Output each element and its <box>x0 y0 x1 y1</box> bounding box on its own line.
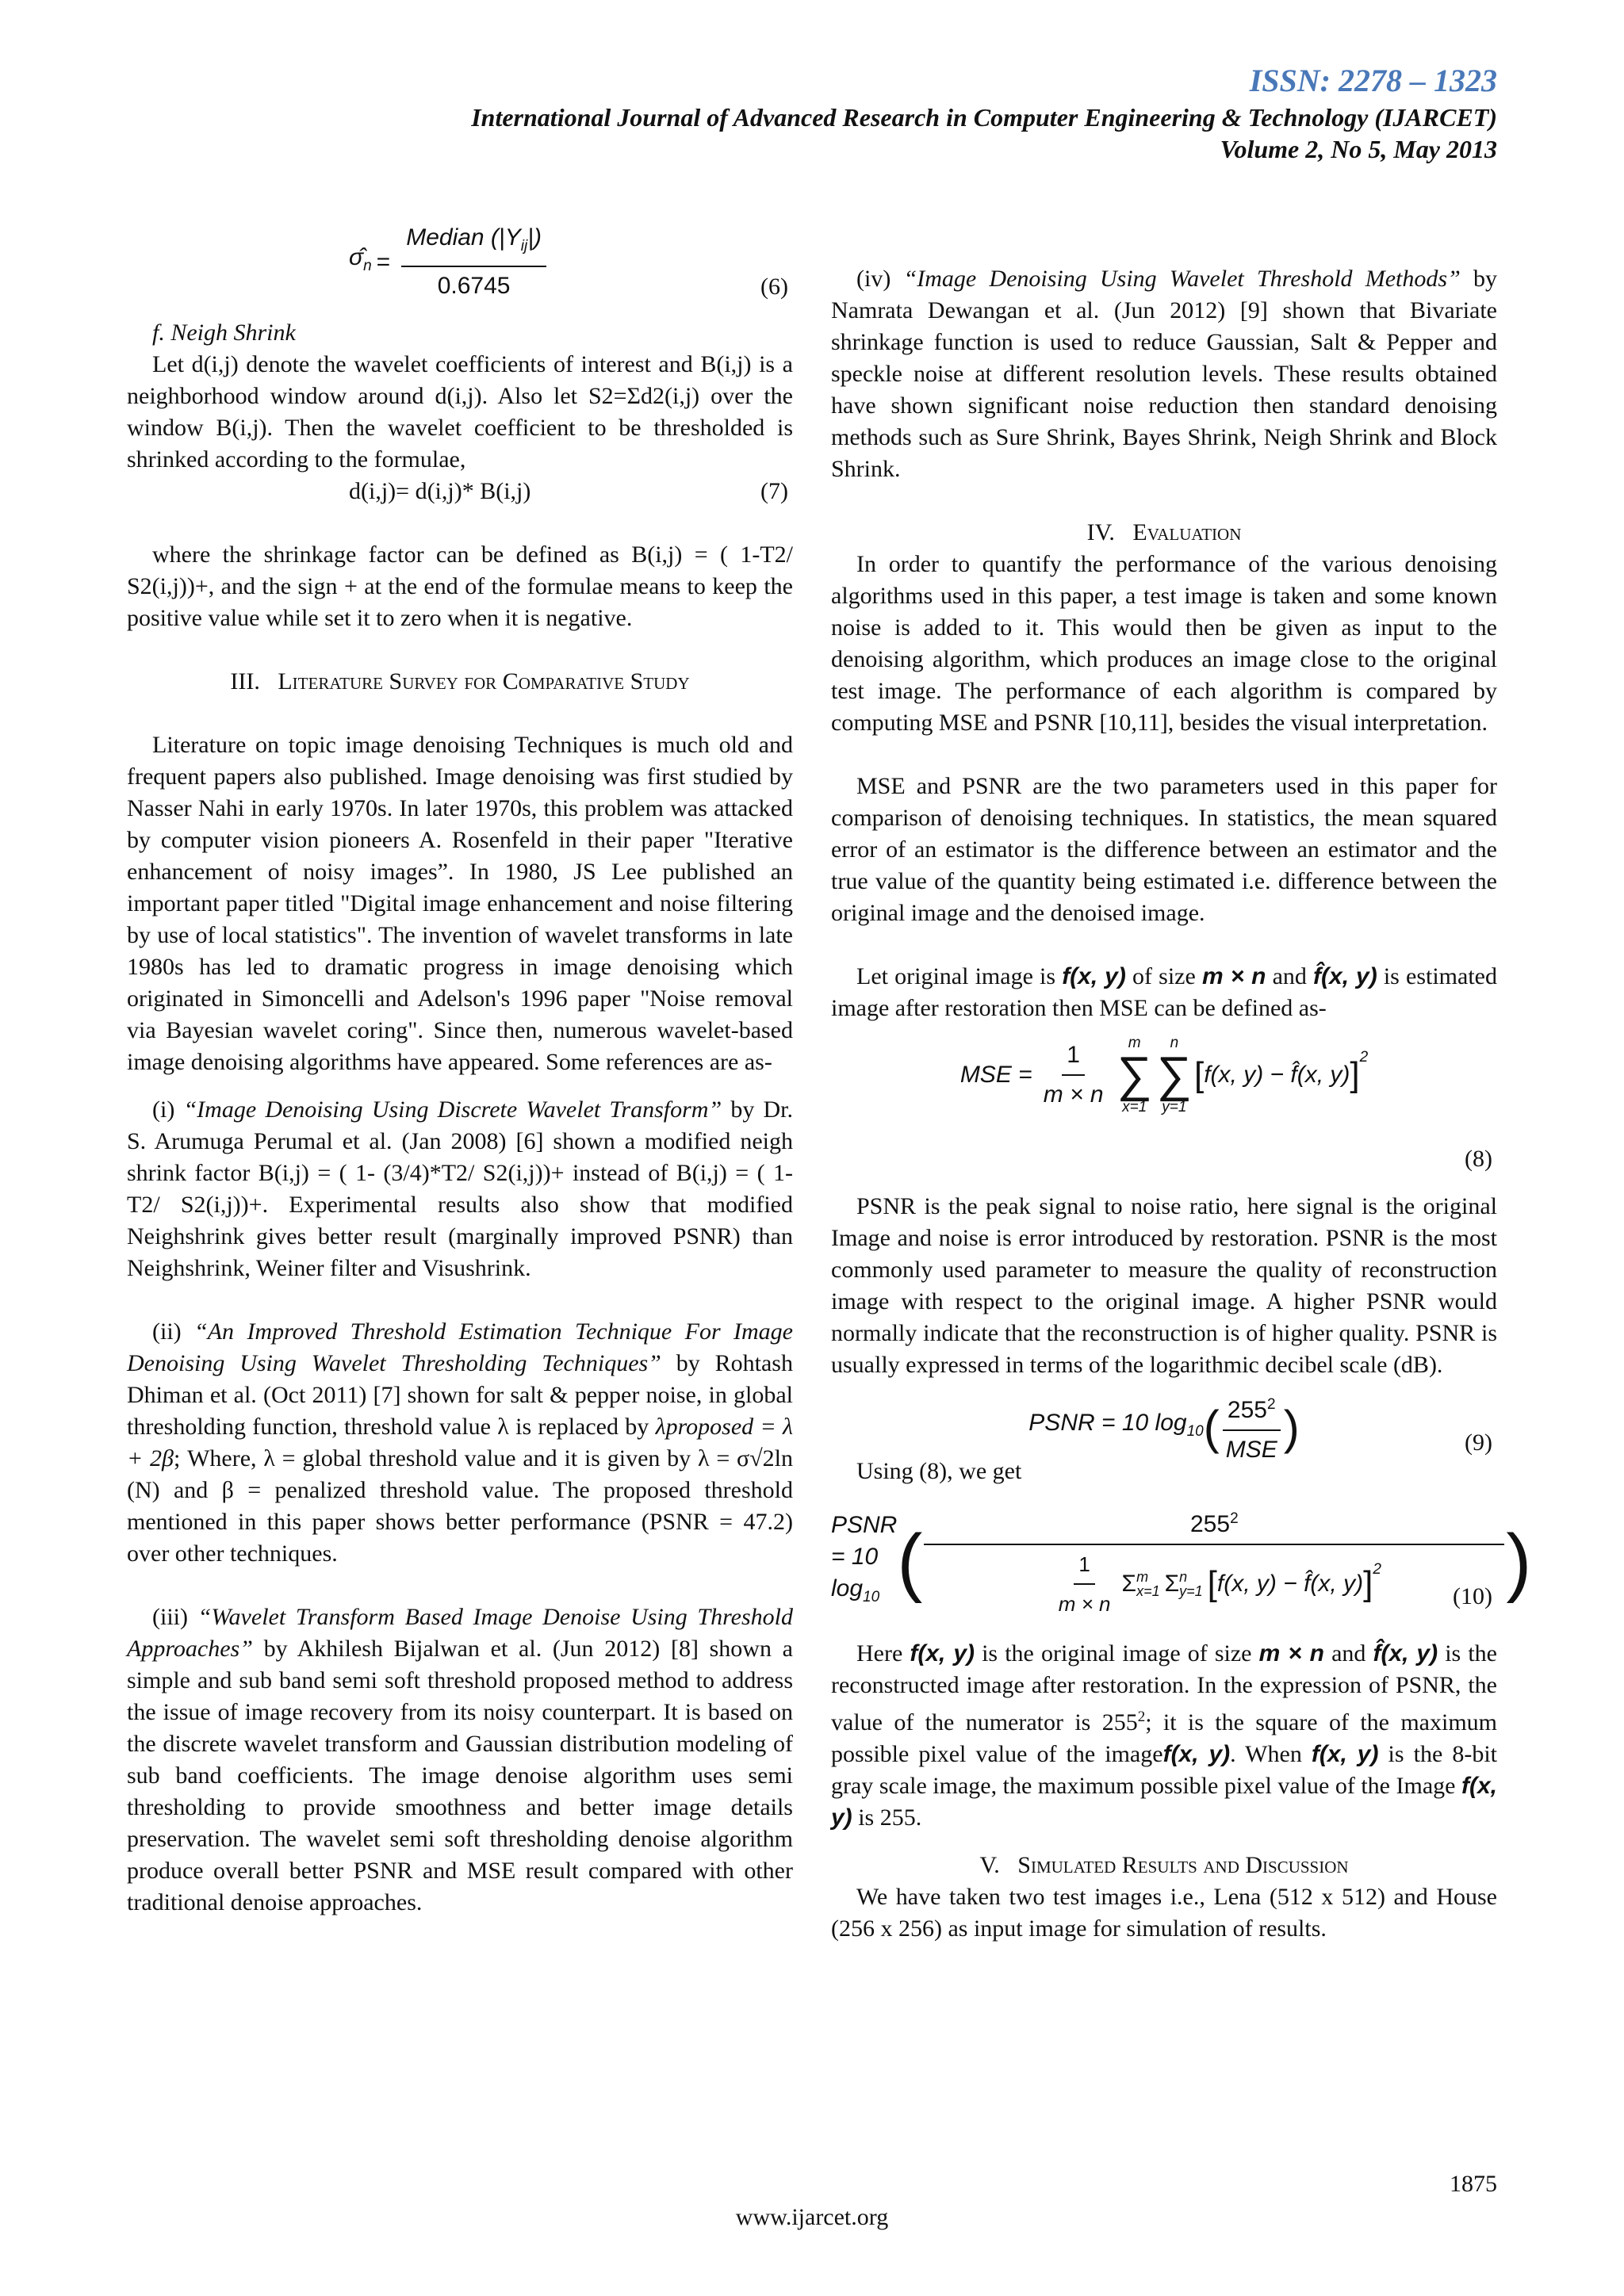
volume-info: Volume 2, No 5, May 2013 <box>1220 135 1497 163</box>
reference-item: (i) “Image Denoising Using Discrete Wavelet Transform” by Dr. S. Arumuga Perumal et al. (Jan 2008) [6] shown a modified neigh shrink factor B(i,j) = ( 1- (3/4)*T2/ S2(i,j))+ instead of B(i,j) = ( 1-T2/ S2(i,j))+. Experimental results also show that modified Neighshrink gives better result (marginally improved PSNR) than Neighshrink, Weiner filter and Visushrink. <box>127 1096 794 1281</box>
paragraph: where the shrinkage factor can be defined as B(i,j) = ( 1-T2/ S2(i,j))+, and the sign + at the end of the formulae means to keep the positive value while set it to zero when it is negative. <box>127 541 793 631</box>
equation-10: PSNR = 10 $\log_{10}$ ( $255^2$ $\frac{1}{m \times n}$ Σ m x=1 Σ n y=1 [ f(x, y) − f̂(x, y) ] $^2$ ) (10) <box>831 1487 1497 1622</box>
paragraph: In order to quantify the performance of the various denoising algorithms used in this paper, a test image is taken and some known noise is added to it. This would then be given as input to the denoising algorithm, which produces an image close to the original test image. The performance of each algorithm is compared by computing MSE and PSNR [10,11], besides the visual interpretation. <box>831 551 1497 736</box>
equation-number: (7) <box>760 478 788 504</box>
right-column <box>831 263 1532 1945</box>
paragraph: Literature on topic image denoising Techniques is much old and frequent papers also published. Image denoising was first studied by Nasser Nahi in early 1970s. In later 1970s, this problem was attacked by computer vision pioneers A. Rosenfeld in their paper "Iterative enhancement of noisy images”. In 1980, JS Lee published an important paper titled "Digital image enhancement and noise filtering by use of local statistics". The invention of wavelet transforms in late 1980s has led to dramatic progress in image denoising which originated in Simoncelli and Adelson's 1996 paper "Noise removal via Bayesian wavelet coring". Since then, numerous wavelet-based image denoising algorithms have appeared. Some references are as- <box>127 732 793 1075</box>
equation-6: $\sigmâ_n$ = $\frac{Median (|Y_{ij}|)}{0.6745}$ (6) <box>127 222 793 301</box>
equation-number: (10) <box>1453 1583 1492 1609</box>
equation-8: MSE = $\frac{1}{m \times n}$ m ∑ x=1 n ∑ y=1 [ f(x, y) − f̂(x, y) ] $^2$ (8) <box>831 1024 1497 1191</box>
paragraph: Here f(x, y) is the original image of size m × n and f̂(x, y) is the reconstructed image after restoration. In the expression of PSNR, the value of the numerator is $255^2$; it is the square of the maximum possible pixel value of the imagef(x, y). When f(x, y) is the 8-bit gray scale image, the maximum possible pixel value of the Image f(x, y) is 255. <box>831 1640 1497 1831</box>
section-heading: V. Simulated Results and Discussion <box>979 1852 1349 1878</box>
reference-item: (iv) “Image Denoising Using Wavelet Threshold Methods” by Namrata Dewangan et al. (Jun 2012) [9] shown that Bivariate shrinkage function is used to reduce Gaussian, Salt & Pepper and speckle noise at different resolution levels. These results obtained have shown significant noise reduction then standard denoising methods such as Sure Shrink, Bayes Shrink, Neigh Shrink and Block Shrink. <box>831 266 1497 482</box>
paragraph: Let d(i,j) denote the wavelet coefficients of interest and B(i,j) is a neighborhood window around d(i,j). Also let S2=Σd2(i,j) over the window B(i,j). Then the wavelet coefficient to be thresholded is shrinked according to the formulae, <box>127 351 793 473</box>
reference-item: (iii) “Wavelet Transform Based Image Denoise Using Threshold Approaches” by Akhilesh Bijalwan et al. (Jun 2012) [8] shown a simple and sub band semi soft threshold proposed method to address the issue of image recovery from its noisy counterpart. It is based on the discrete wavelet transform and Gaussian distribution modeling of sub band coefficients. The image denoise algorithm uses semi thresholding to provide smoothness and better image details preservation. The wavelet semi soft thresholding denoise algorithm produce overall better PSNR and MSE result compared with other traditional denoise approaches. <box>127 1604 793 1915</box>
paragraph: MSE and PSNR are the two parameters used in this paper for comparison of denoising techniques. In statistics, the mean squared error of an estimator is the difference between an estimator and the true value of the quantity being estimated i.e. difference between the original image and the denoised image. <box>831 773 1497 926</box>
equation-7: d(i,j)= d(i,j)* B(i,j) (7) <box>127 476 793 507</box>
equation-number: (8) <box>1465 1146 1492 1172</box>
equation-9: PSNR = 10 $\log_{10}$ ( $\frac{255^2}{\text{MSE}}$ ) (9) <box>831 1381 1497 1476</box>
equation-number: (6) <box>760 274 788 300</box>
page-number: 1875 <box>1450 2171 1497 2197</box>
paragraph: We have taken two test images i.e., Lena (512 x 512) and House (256 x 256) as input image for simulation of results. <box>831 1884 1497 1942</box>
section-heading: III. Literature Survey for Comparative Study <box>230 668 690 695</box>
section-heading: IV. Evaluation <box>1086 519 1242 545</box>
subsection-heading: f. Neigh Shrink <box>152 320 296 346</box>
paragraph: Let original image is f(x, y) of size m × n and f̂(x, y) is estimated image after restoration then MSE can be defined as- <box>831 963 1497 1021</box>
reference-item: (ii) “An Improved Threshold Estimation Technique For Image Denoising Using Wavelet Thresholding Techniques” by Rohtash Dhiman et al. (Oct 2011) [7] shown for salt & pepper noise, in global thresholding function, threshold value λ is replaced by λproposed = λ + 2β; Where, λ = global threshold value and it is given by λ = σ√2ln (N) and β = penalized threshold value. The proposed threshold mentioned in this paper shows better performance (PSNR = 47.2) over other techniques. <box>127 1318 794 1567</box>
paragraph: Using (8), we get <box>856 1458 1022 1484</box>
issn: ISSN: 2278 – 1323 <box>1249 63 1497 98</box>
footer-website: www.ijarcet.org <box>735 2204 889 2230</box>
journal-title: International Journal of Advanced Research in Computer Engineering & Technology (IJARCET) <box>471 103 1497 132</box>
equation-number: (9) <box>1465 1429 1492 1456</box>
paragraph: PSNR is the peak signal to noise ratio, here signal is the original Image and noise is error introduced by restoration. PSNR is the most commonly used parameter to measure the quality of reconstruction image with respect to the original image. A higher PSNR would normally indicate that the reconstruction is of higher quality. PSNR is usually expressed in terms of the logarithmic decibel scale (dB). <box>831 1193 1497 1378</box>
left-column <box>127 222 793 1919</box>
